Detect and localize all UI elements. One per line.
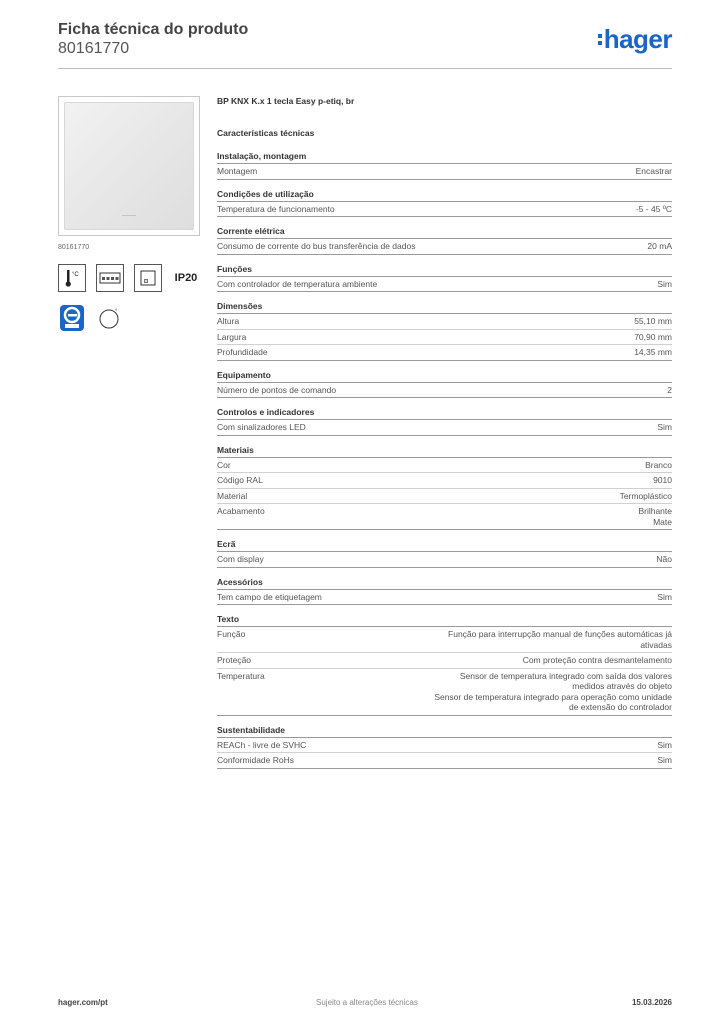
spec-row: [217, 753, 672, 769]
spec-label: Acabamento: [217, 506, 265, 516]
spec-value: Sim: [657, 755, 672, 765]
spec-label: Temperatura: [217, 670, 265, 681]
technical-content: [217, 96, 672, 769]
spec-value: Função para interrupção manual de funções automáticas já ativadas: [448, 629, 672, 650]
spec-row: [217, 552, 672, 568]
spec-group: [217, 225, 672, 255]
spec-label: Altura: [217, 316, 240, 326]
spec-row: [217, 314, 672, 330]
spec-row: [217, 590, 672, 606]
spec-row: [217, 738, 672, 754]
hager-logo: [598, 26, 672, 52]
spec-row: [217, 239, 672, 255]
section-title-technical: Características técnicas: [217, 128, 315, 138]
spec-row: [217, 473, 672, 489]
spec-group-title: Controlos e indicadores: [217, 406, 672, 420]
ip-rating-icon: [172, 264, 200, 292]
spec-label: REACh - livre de SVHC: [217, 739, 307, 750]
spec-row: [217, 345, 672, 361]
spec-group-title: Materiais: [217, 444, 672, 458]
spec-group: [217, 263, 672, 293]
spec-group: [217, 406, 672, 436]
spec-row: [217, 164, 672, 180]
spec-group-title: Sustentabilidade: [217, 724, 672, 738]
spec-label: Material: [217, 490, 248, 501]
spec-value: Brilhante Mate: [638, 506, 672, 527]
page-header: [58, 20, 672, 68]
logo-mark-icon: [598, 34, 602, 45]
logo-text: hager: [603, 24, 672, 54]
spec-row: [217, 627, 672, 653]
spec-value: 55,10 mm: [634, 316, 672, 326]
spec-group: [217, 150, 672, 180]
socket-device-icon: [134, 264, 162, 292]
spec-value: 70,90 mm: [634, 331, 672, 342]
spec-group-title: Funções: [217, 263, 672, 277]
spec-row: [217, 669, 672, 716]
spec-label: Com controlador de temperatura ambiente: [217, 278, 378, 289]
spec-value: Sensor de temperatura integrado com saída dos valores medidos através do objeto Sensor de temperatura integrado para operação como unidade de extensão do controlador: [434, 670, 672, 712]
spec-label: Número de pontos de comando: [217, 384, 337, 395]
footer-website: hager.com/pt: [58, 998, 108, 1007]
spec-row: [217, 420, 672, 436]
image-caption: 80161770: [58, 244, 90, 251]
document-title: Ficha técnica do produto: [58, 21, 249, 38]
spec-label: Profundidade: [217, 347, 268, 357]
spec-group: [217, 300, 672, 361]
spec-value: Sim: [657, 739, 672, 750]
spec-group-title: Acessórios: [217, 576, 672, 590]
spec-label: Tem campo de etiquetagem: [217, 591, 322, 602]
spec-groups: [217, 150, 672, 769]
spec-group: [217, 724, 672, 769]
footer-disclaimer: Sujeito a alterações técnicas: [316, 998, 418, 1007]
display-device-icon: [96, 264, 124, 292]
spec-label: Código RAL: [217, 475, 263, 485]
feature-icons-row-1: [58, 264, 200, 292]
push-button-plate: [64, 102, 194, 230]
spec-group-title: Condições de utilização: [217, 188, 672, 202]
svg-text:°C: °C: [72, 272, 79, 278]
spec-row: [217, 489, 672, 505]
spec-group: [217, 188, 672, 218]
spec-value: Termoplástico: [619, 490, 672, 501]
spec-label: Montagem: [217, 166, 258, 176]
spec-value: Sim: [657, 591, 672, 602]
spec-group: [217, 444, 672, 531]
spec-group-title: Ecrã: [217, 538, 672, 552]
spec-group-title: Texto: [217, 613, 672, 627]
spec-row: [217, 653, 672, 669]
spec-label: Largura: [217, 331, 247, 342]
spec-value: -5 - 45 ºC: [635, 203, 672, 214]
spec-value: 9010: [653, 475, 672, 485]
spec-value: 20 mA: [647, 241, 672, 251]
spec-label: Cor: [217, 459, 231, 470]
spec-row: [217, 458, 672, 474]
spec-label: Temperatura de funcionamento: [217, 203, 335, 214]
spec-group: [217, 369, 672, 399]
feature-icons-row-2: [58, 304, 124, 332]
product-image: [58, 96, 200, 236]
spec-group: [217, 538, 672, 568]
spec-row: [217, 504, 672, 530]
svg-text:°: °: [115, 309, 118, 315]
spec-label: Conformidade RoHs: [217, 755, 295, 765]
spec-group-title: Instalação, montagem: [217, 150, 672, 164]
spec-label: Proteção: [217, 655, 252, 665]
spec-value: Sim: [657, 422, 672, 432]
spec-row: [217, 330, 672, 346]
spec-group: [217, 613, 672, 716]
spec-value: Branco: [645, 459, 672, 470]
spec-value: 14,35 mm: [634, 347, 672, 357]
spec-value: Não: [656, 554, 672, 564]
spec-label: Com sinalizadores LED: [217, 422, 306, 432]
spec-label: Função: [217, 629, 246, 639]
temperature-sensor-icon: [96, 304, 124, 332]
spec-row: [217, 202, 672, 218]
spec-row: [217, 383, 672, 399]
easy-app-icon: [58, 304, 86, 332]
ip-rating-label: IP20: [174, 272, 198, 284]
spec-group: [217, 576, 672, 606]
product-code: 80161770: [58, 40, 130, 57]
spec-label: Com display: [217, 554, 264, 564]
spec-value: 2: [667, 384, 672, 395]
product-name: BP KNX K.x 1 tecla Easy p-etiq, br: [217, 96, 355, 106]
spec-value: Encastrar: [635, 166, 672, 176]
thermometer-celsius-icon: [58, 264, 86, 292]
spec-group-title: Corrente elétrica: [217, 225, 672, 239]
spec-group-title: Equipamento: [217, 369, 672, 383]
spec-value: Sim: [657, 278, 672, 289]
spec-row: [217, 277, 672, 293]
spec-label: Consumo de corrente do bus transferência de dados: [217, 241, 416, 251]
spec-value: Com proteção contra desmantelamento: [522, 655, 672, 665]
footer-date: 15.03.2026: [631, 998, 672, 1007]
spec-group-title: Dimensões: [217, 300, 672, 314]
header-divider: [58, 68, 672, 69]
